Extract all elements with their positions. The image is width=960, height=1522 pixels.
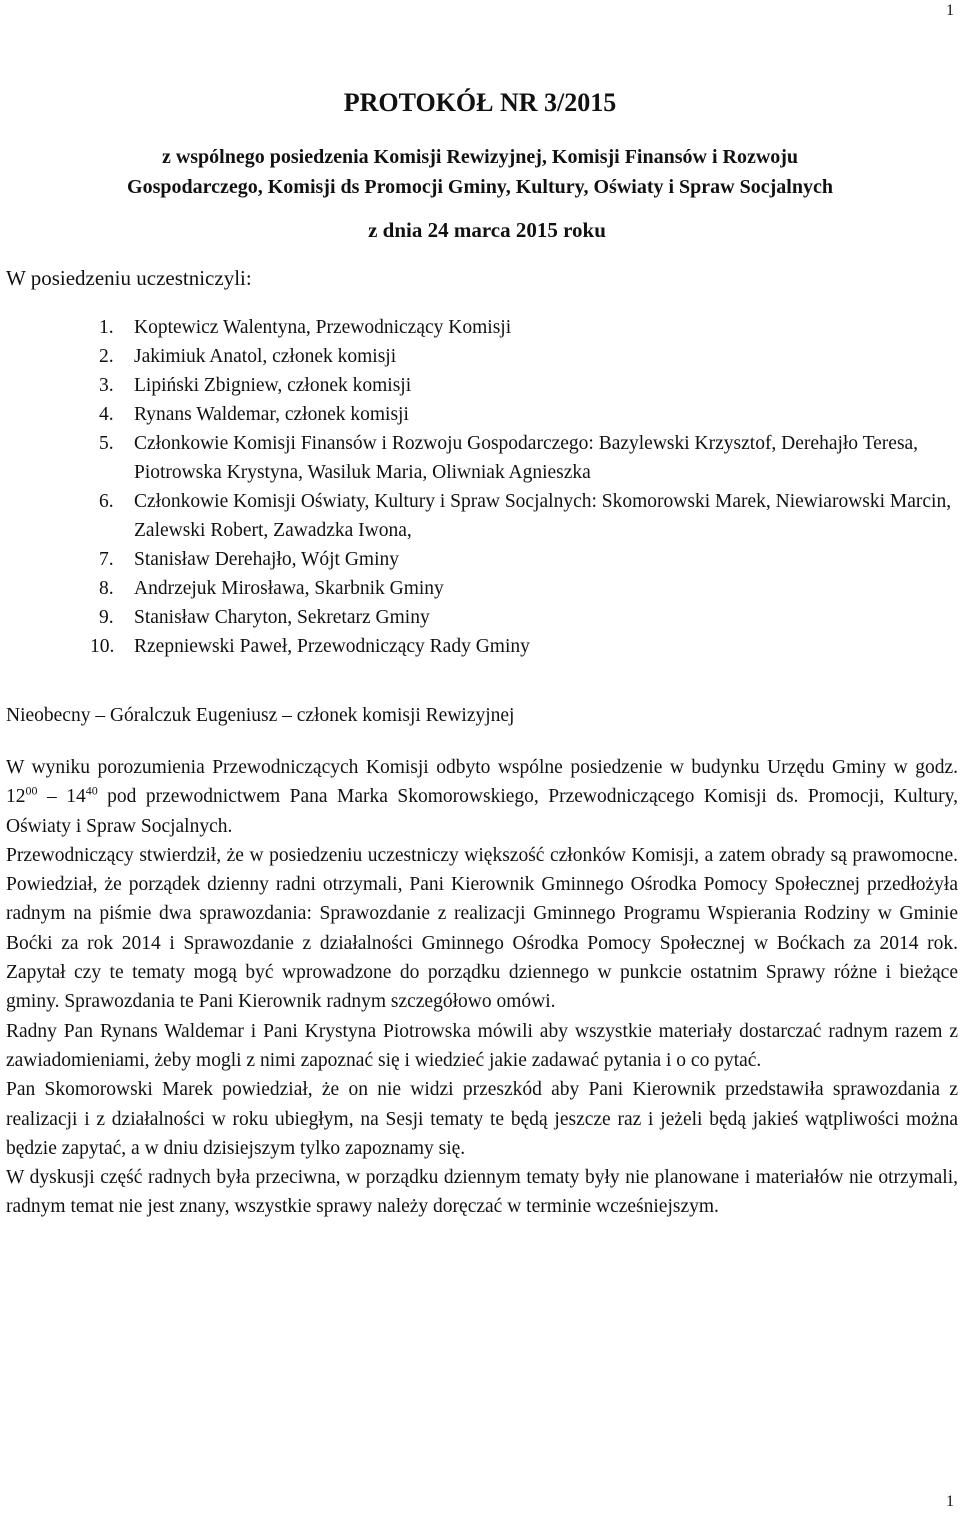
participant-text: Stanisław Charyton, Sekretarz Gminy <box>134 607 430 628</box>
subtitle-line-2: Gospodarczego, Komisji ds Promocji Gminy, Kultury, Oświaty i Spraw Socjalnych <box>127 176 833 198</box>
paragraph-skomorowski: Pan Skomorowski Marek powiedział, że on nie widzi przeszkód aby Pani Kierownik przedstawiła sprawozdania z realizacji i z działalności w roku ubiegłym, na Sesji tematy te będą jeszcze raz i jeżeli będą jakieś wątpliwości można będzie zapytać, a w dniu dzisiejszym tylko zapoznamy się. <box>6 1079 958 1159</box>
participant-text: Andrzejuk Mirosława, Skarbnik Gminy <box>134 578 444 599</box>
paragraph-discussion: W dyskusji część radnych była przeciwna, w porządku dziennym tematy były nie planowane i materiałów nie otrzymali, radnym temat nie jest znany, wszystkie sprawy należy doręczać w terminie wcześniejszym. <box>6 1167 958 1218</box>
participant-number: 2. <box>99 346 114 367</box>
time-superscript: 40 <box>85 783 98 798</box>
paragraph-rynans: Radny Pan Rynans Waldemar i Pani Krystyna Piotrowska mówili aby wszystkie materiały dostarczać radnym razem z zawiadomieniami, żeby mogli z nimi zapoznać się i wiedzieć jakie zadawać pytania i o co pytać. <box>6 1020 958 1071</box>
participant-number: 10. <box>90 636 115 657</box>
participant-item <box>0 371 960 400</box>
paragraph-meeting-time <box>6 753 958 841</box>
participant-item <box>0 574 960 603</box>
date-text: z dnia 24 marca 2015 roku <box>368 218 606 242</box>
document-date <box>0 218 960 243</box>
participant-text: Jakimiuk Anatol, członek komisji <box>134 346 397 367</box>
paragraph-text: – 14 <box>37 786 86 808</box>
participant-text: Stanisław Derehajło, Wójt Gminy <box>134 549 400 570</box>
document-subtitle <box>0 142 960 202</box>
participant-text: Rzepniewski Paweł, Przewodniczący Rady Gminy <box>134 636 530 657</box>
participant-number: 3. <box>99 375 114 396</box>
participant-number: 1. <box>99 317 114 338</box>
participant-item <box>0 342 960 371</box>
paragraph-text: W wyniku porozumienia Przewodniczących Komisji odbyto wspólne posiedzenie w budynku Urzędu Gminy w godz. 12 <box>6 757 958 808</box>
attendance-label: W posiedzeniu uczestniczyli: <box>6 266 252 290</box>
protocol-body <box>6 753 958 1222</box>
participant-item <box>0 632 960 661</box>
participant-text: Lipiński Zbigniew, członek komisji <box>134 375 412 396</box>
participant-item <box>0 487 960 545</box>
subtitle-line-1: z wspólnego posiedzenia Komisji Rewizyjnej, Komisji Finansów i Rozwoju <box>161 146 799 168</box>
paragraph-chairman: Przewodniczący stwierdził, że w posiedzeniu uczestniczy większość członków Komisji, a zatem obrady są prawomocne. Powiedział, że porządek dzienny radni otrzymali, Pani Kierownik Gminnego Ośrodka Pomocy Społecznej przedłożyła radnym na piśmie dwa sprawozdania: Sprawozdanie z realizacji Gminnego Programu Wspierania Rodziny w Gminie Boćki za rok 2014 i Sprawozdanie z działalności Gminnego Ośrodka Pomocy Społecznej w Boćkach za 2014 rok. Zapytał czy te tematy mogą być wprowadzone do porządku dziennego w punkcie ostatnim Sprawy różne i bieżące gminy. Sprawozdania te Pani Kierownik radnym szczegółowo omówi. <box>6 844 958 1013</box>
participant-number: 6. <box>99 491 114 512</box>
document-title: PROTOKÓŁ NR 3/2015 <box>343 88 617 117</box>
participant-number: 7. <box>99 549 114 570</box>
page-number-bottom: 1 <box>946 1493 954 1510</box>
participant-number: 4. <box>99 404 114 425</box>
participant-number: 5. <box>99 433 114 454</box>
participant-text: Rynans Waldemar, członek komisji <box>134 404 409 425</box>
participants-list <box>0 313 960 661</box>
time-superscript: 00 <box>25 783 38 798</box>
absent-member: Nieobecny – Góralczuk Eugeniusz – członek komisji Rewizyjnej <box>6 705 515 726</box>
participant-text: Członkowie Komisji Finansów i Rozwoju Gospodarczego: Bazylewski Krzysztof, Derehajło Teresa, Piotrowska Krystyna, Wasiluk Maria, Oliwniak Agnieszka <box>134 433 919 483</box>
participant-text: Członkowie Komisji Oświaty, Kultury i Spraw Socjalnych: Skomorowski Marek, Niewiarowski Marcin, Zalewski Robert, Zawadzka Iwona, <box>134 491 952 541</box>
participant-text: Koptewicz Walentyna, Przewodniczący Komisji <box>134 317 512 338</box>
participant-item <box>0 603 960 632</box>
participant-item <box>0 429 960 487</box>
paragraph-text: pod przewodnictwem Pana Marka Skomorowskiego, Przewodniczącego Komisji ds. Promocji, Kultury, Oświaty i Spraw Socjalnych. <box>6 786 959 837</box>
page-number-top: 1 <box>946 2 954 19</box>
participant-item <box>0 400 960 429</box>
participant-number: 9. <box>99 607 114 628</box>
participant-item <box>0 313 960 342</box>
participant-item <box>0 545 960 574</box>
participant-number: 8. <box>99 578 114 599</box>
